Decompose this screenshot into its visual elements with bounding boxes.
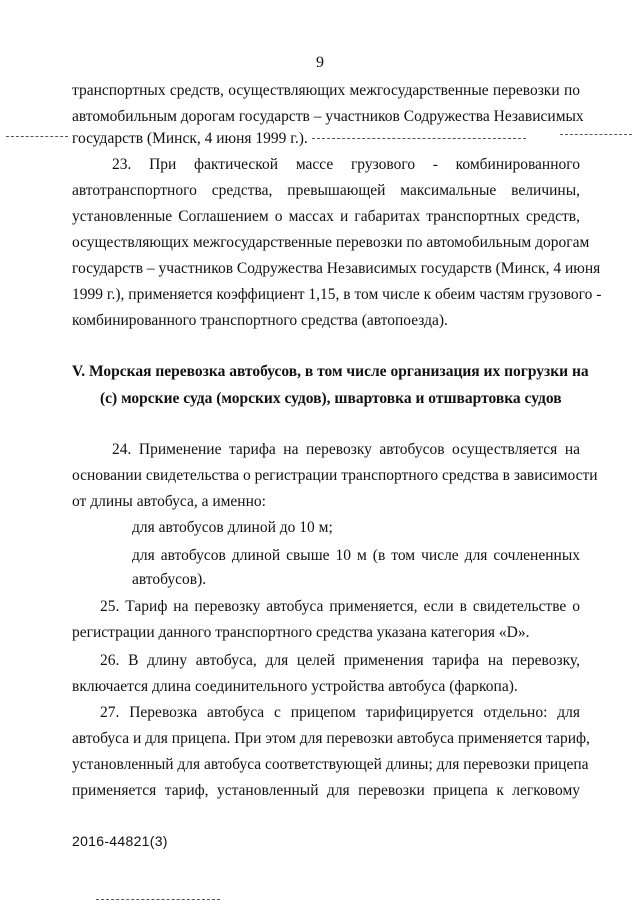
- p25-line-2: регистрации данного транспортного средства указана категория «D».: [72, 624, 530, 641]
- p25-line-1: 25. Тариф на перевозку автобуса применяется, если в свидетельстве о: [100, 598, 580, 615]
- scan-artifact-middle: [312, 138, 526, 139]
- p24-line-1: 24. Применение тарифа на перевозку автобусов осуществляется на: [112, 441, 580, 458]
- p26-line-2: включается длина соединительного устройства автобуса (фаркопа).: [72, 678, 518, 695]
- scan-artifact-right: [560, 134, 632, 135]
- p23-line-7: комбинированного транспортного средства (автопоезда).: [72, 312, 448, 329]
- section-heading-line-2: (с) морские суда (морских судов), швартовка и отшвартовка судов: [100, 390, 562, 407]
- bullet-2-line-1: для автобусов длиной свыше 10 м (в том числе для сочлененных: [132, 547, 580, 564]
- carry-over-line-1: транспортных средств, осуществляющих межгосударственные перевозки по: [72, 82, 580, 99]
- document-code: 2016-44821(3): [72, 833, 168, 849]
- bullet-2-line-2: автобусов).: [132, 571, 207, 588]
- p24-line-3: от длины автобуса, а именно:: [72, 493, 266, 510]
- p23-line-5: государств – участников Содружества Независимых государств (Минск, 4 июня: [72, 260, 601, 277]
- section-heading-line-1: V. Морская перевозка автобусов, в том числе организация их погрузки на: [72, 363, 589, 380]
- p23-line-4: осуществляющих межгосударственные перевозки по автомобильным дорогам: [72, 234, 590, 251]
- p27-line-4: применяется тариф, установленный для перевозки прицепа к легковому: [72, 782, 580, 799]
- bullet-1-line-1: для автобусов длиной до 10 м;: [132, 519, 333, 536]
- p23-line-3: установленные Соглашением о массах и габаритах транспортных средств,: [72, 208, 580, 225]
- p26-line-1: 26. В длину автобуса, для целей применения тарифа на перевозку,: [100, 652, 580, 669]
- p27-line-2: автобуса и для прицепа. При этом для перевозки автобуса применяется тариф,: [72, 730, 590, 747]
- p24-line-2: основании свидетельства о регистрации транспортного средства в зависимости: [72, 467, 598, 484]
- p27-line-1: 27. Перевозка автобуса с прицепом тарифицируется отдельно: для: [100, 704, 580, 721]
- carry-over-line-3: государств (Минск, 4 июня 1999 г.).: [72, 130, 308, 147]
- carry-over-line-2: автомобильным дорогам государств – участников Содружества Независимых: [72, 108, 584, 125]
- page-number: 9: [316, 54, 324, 71]
- p23-line-1: 23. При фактической массе грузового - комбинированного: [112, 156, 580, 173]
- scan-artifact-bottom: [96, 899, 220, 900]
- p27-line-3: установленный для автобуса соответствующей длины; для перевозки прицепа: [72, 756, 589, 773]
- p23-line-6: 1999 г.), применяется коэффициент 1,15, в том числе к обеим частям грузового -: [72, 286, 602, 303]
- scan-artifact-left: [6, 136, 68, 137]
- p23-line-2: автотранспортного средства, превышающей максимальные величины,: [72, 182, 580, 199]
